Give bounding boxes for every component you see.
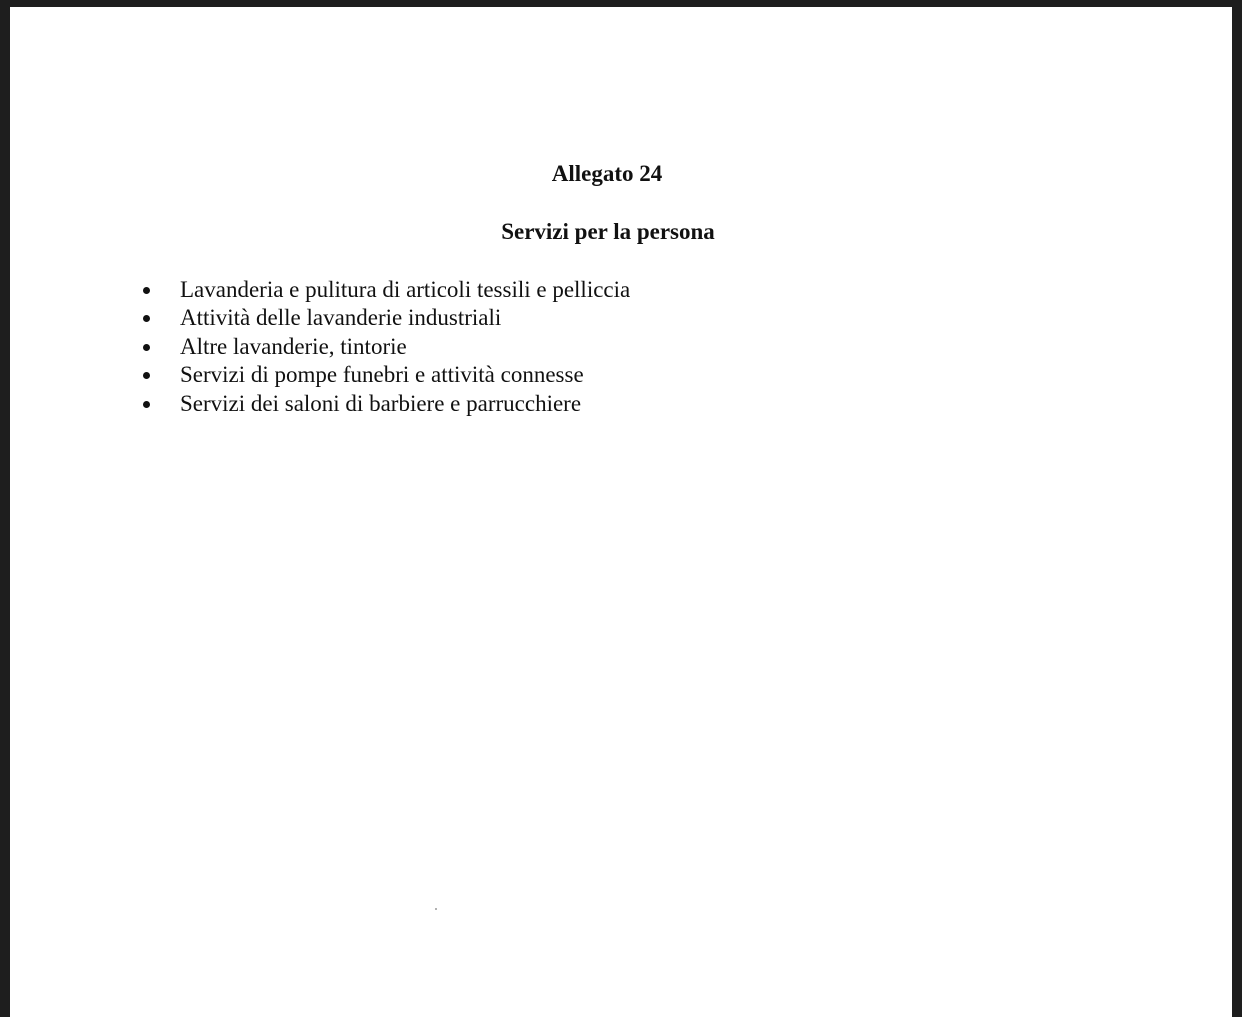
bullet-icon	[143, 344, 150, 351]
document-title: Allegato 24	[551, 161, 663, 186]
bullet-icon	[143, 315, 150, 322]
list-item-text: Servizi di pompe funebri e attività connesse	[180, 362, 584, 388]
list-item-text: Lavanderia e pulitura di articoli tessili e pelliccia	[180, 277, 631, 302]
list-item	[138, 333, 630, 361]
list-item	[138, 390, 630, 418]
list-item	[138, 304, 630, 332]
bullet-icon	[143, 372, 150, 379]
document-subtitle: Servizi per la persona	[501, 219, 715, 244]
list-item-text: Servizi dei saloni di barbiere e parrucchiere	[180, 390, 582, 416]
list-item-text: Altre lavanderie, tintorie	[180, 333, 407, 359]
list-item-text: Attività delle lavanderie industriali	[180, 305, 502, 331]
scan-speck	[435, 908, 437, 910]
bullet-icon	[143, 287, 150, 294]
bullet-icon	[143, 401, 150, 408]
list-item	[138, 361, 630, 389]
services-list	[138, 276, 630, 418]
list-item	[138, 276, 630, 304]
document-page	[10, 7, 1232, 1017]
